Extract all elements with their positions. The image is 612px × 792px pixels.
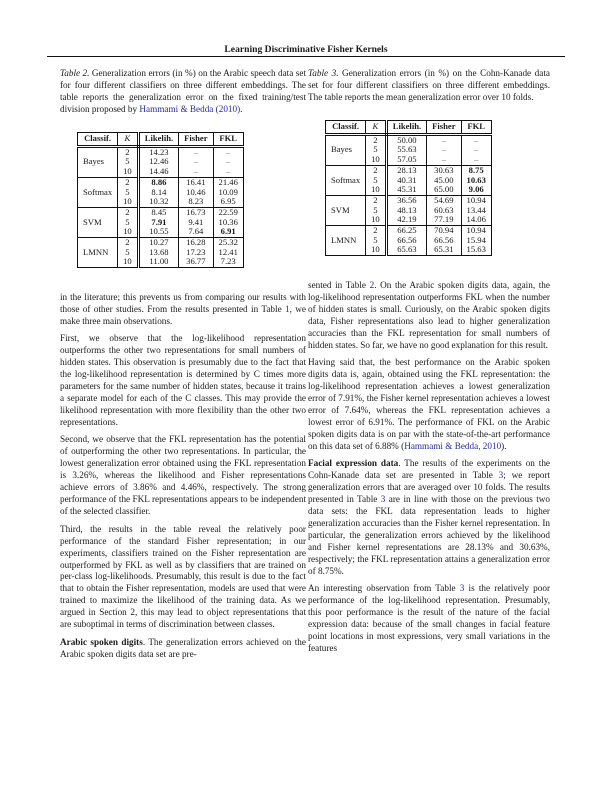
likelih-cell: 14.46: [138, 167, 178, 177]
likelih-cell: 10.32: [138, 197, 178, 207]
classifier-cell: Softmax: [78, 177, 118, 207]
k-cell: 2: [118, 207, 139, 217]
fisher-cell: 70.94: [427, 226, 461, 236]
fisher-cell: 60.63: [427, 206, 461, 216]
k-cell: 5: [366, 176, 387, 186]
fkl-cell: 12.41: [218, 246, 238, 257]
classifier-cell: LMNN: [78, 238, 118, 268]
column-header: K: [366, 121, 387, 135]
k-cell: 5: [118, 188, 139, 198]
paragraph-arabic-spoken-digits: Arabic spoken digits. The generalization errors achieved on the Arabic spoken digits data set are pre-: [60, 636, 306, 659]
fkl-cell: –: [474, 144, 479, 155]
k-cell: 2: [118, 177, 139, 187]
table2-ref-link[interactable]: 2: [369, 280, 375, 290]
fisher-cell: 66.56: [427, 236, 461, 246]
paragraph-second-observation: Second, we observe that the FKL representation has the potential of outperforming the other two representations. In particular, the lowest generalization error obtained using the FKL representation is 3.26%, whereas the likelihood and Fisher representations achieve errors of 3.86% and 4.46%, respectively. The strong performance of the FKL representations appears to be independent of the selected classifier.: [60, 434, 306, 517]
classifier-cell: SVM: [326, 195, 366, 225]
fisher-cell: 7.64: [179, 227, 213, 237]
classifier-cell: LMNN: [326, 226, 366, 256]
paragraph-best-performance: Having said that, the best performance on the Arabic spoken digits data is, again, obtained using the FKL representation: the log-likelihood representation achieves a lowest generalization error of 7.91%, the Fisher kernel representation achieves a lowest error of 7.64%, whereas the FKL representation achieves a lowest error of 6.91%. The performance of FKL on the Arabic spoken digits data is on par with the state-of-the-art performance on this data set of 6.88% (Hammami & Bedda, 2010).: [308, 357, 550, 451]
fisher-cell: –: [179, 146, 213, 157]
fisher-cell: –: [427, 155, 461, 165]
right-column-body: [308, 280, 550, 661]
table-header-row: [78, 133, 244, 147]
k-cell: 2: [366, 165, 387, 175]
column-header: FKL: [461, 121, 491, 135]
likelih-cell: 13.68: [138, 248, 178, 258]
likelih-cell: 36.56: [386, 195, 426, 205]
k-cell: 5: [118, 218, 139, 228]
fkl-cell: 25.32: [218, 237, 238, 248]
k-cell: 2: [118, 146, 139, 157]
fkl-cell: –: [226, 156, 231, 167]
likelih-cell: 10.27: [138, 238, 178, 248]
facial-expression-heading: Facial expression data: [308, 458, 399, 469]
fkl-cell: 6.95: [213, 197, 243, 207]
fisher-cell: 45.00: [427, 176, 461, 186]
fkl-cell: 10.36: [218, 216, 238, 227]
likelih-cell: 65.63: [386, 245, 426, 255]
column-header: Fisher: [179, 133, 213, 147]
likelih-cell: 66.56: [386, 236, 426, 246]
table3-ref-link-3[interactable]: 3: [459, 583, 465, 594]
fisher-cell: –: [179, 157, 213, 167]
k-cell: 10: [366, 185, 387, 195]
likelih-cell: 8.86: [138, 177, 178, 187]
k-cell: 10: [118, 227, 139, 237]
fkl-cell: 9.06: [461, 185, 491, 195]
fisher-cell: 65.00: [427, 185, 461, 195]
fisher-cell: 9.41: [179, 218, 213, 228]
likelih-cell: 42.19: [386, 215, 426, 225]
fisher-cell: 16.41: [179, 177, 213, 187]
fkl-cell: 10.94: [466, 194, 486, 205]
paragraph-interesting-observation: An interesting observation from Table 3 is the relatively poor performance of the log-likelihood representation. Presumably, this poor performance is the result of the nature of the facial expression data: because of the small changes in facial feature point locations in most expressions, very small variations in the features: [308, 583, 551, 654]
classifier-cell: SVM: [78, 207, 118, 237]
fkl-cell: 15.94: [466, 234, 486, 245]
fkl-cell: 10.63: [466, 174, 486, 185]
k-cell: 5: [118, 157, 139, 167]
k-cell: 2: [366, 226, 387, 236]
fisher-cell: 8.23: [179, 197, 213, 207]
likelih-cell: 45.31: [386, 185, 426, 195]
k-cell: 5: [366, 236, 387, 246]
fisher-cell: 30.63: [427, 165, 461, 175]
fkl-cell: –: [461, 155, 491, 165]
k-cell: 10: [118, 257, 139, 267]
table2-caption-label: Table 2.: [60, 68, 90, 78]
table-header-row: [326, 121, 492, 135]
likelih-cell: 48.13: [386, 206, 426, 216]
table3-ref-link-1[interactable]: 3: [498, 470, 504, 481]
table-row: [326, 165, 492, 175]
fkl-cell: 15.63: [461, 245, 491, 255]
hammami-bedda-citation-link[interactable]: Hammami & Bedda (2010): [139, 103, 241, 114]
header-rule: [47, 56, 565, 57]
table-row: [78, 177, 244, 187]
likelih-cell: 66.25: [386, 226, 426, 236]
classifier-cell: Bayes: [78, 146, 118, 177]
likelih-cell: 12.46: [138, 157, 178, 167]
running-header: Learning Discriminative Fisher Kernels: [224, 44, 388, 55]
k-cell: 5: [366, 206, 387, 216]
fisher-cell: 17.23: [179, 248, 213, 258]
fkl-cell: 7.23: [213, 257, 243, 267]
fisher-cell: –: [427, 145, 461, 155]
k-cell: 2: [366, 195, 387, 205]
k-cell: 10: [366, 155, 387, 165]
paragraph-intro-observations: in the literature; this prevents us from comparing our results with those of other studies. From the results presented in Table 1, we make three main observations.: [60, 292, 306, 326]
paragraph-facial-expression: Facial expression data. The results of the experiments on the Cohn-Kanade data set are presented in Table 3; we report generalization errors that are averaged over 10 folds. The results presented in Table 3 are in line with those on the previous two data sets: the FKL data representation leads to higher generalization accuracies than the Fisher kernel representation. In particular, the generalization errors achieved by the likelihood and Fisher kernel representations are 28.13% and 30.63%, respectively; the FKL representation attains a generalization error of 8.75%.: [308, 458, 551, 576]
column-header: K: [118, 133, 139, 147]
k-cell: 5: [118, 248, 139, 258]
fkl-cell: 21.46: [218, 176, 238, 187]
k-cell: 5: [366, 145, 387, 155]
likelih-cell: 14.23: [138, 146, 178, 157]
likelih-cell: 50.00: [386, 134, 426, 145]
table3-caption: [308, 68, 550, 104]
likelih-cell: 7.91: [138, 218, 178, 228]
table3-caption-text: Generalization errors (in %) on the Cohn-Kanade data set for four different classifiers on three different embeddings. The table reports the mean generalization error over 10 folds.: [308, 68, 550, 102]
k-cell: 2: [366, 134, 387, 145]
table2-arabic-speech-results: [77, 132, 244, 268]
classifier-cell: Bayes: [326, 134, 366, 165]
table3-caption-label: Table 3.: [308, 68, 339, 78]
column-header: FKL: [213, 133, 243, 147]
k-cell: 10: [366, 215, 387, 225]
fkl-cell: 8.75: [468, 164, 484, 175]
likelih-cell: 28.13: [386, 165, 426, 175]
k-cell: 2: [118, 238, 139, 248]
table2-caption: Table 2. Generalization errors (in %) on the Arabic speech data set for four different classifiers on three different embeddings. The table reports the generalization error on the fixed training/test division proposed by Hammami & Bedda (2010).: [60, 68, 306, 114]
fkl-cell: 6.91: [213, 227, 243, 237]
k-cell: 10: [366, 245, 387, 255]
fkl-cell: 10.94: [466, 225, 486, 236]
column-header: Likelih.: [138, 133, 178, 147]
column-header: Likelih.: [386, 121, 426, 135]
fkl-cell: –: [213, 167, 243, 177]
likelih-cell: 57.05: [386, 155, 426, 165]
paragraph-third-observation: Third, the results in the table reveal the relatively poor performance of the standard Fisher representation; in our experiments, classifiers trained on the Fisher representation are outperformed by FKL as well as by classifiers that are trained on per-class log-likelihoods. Presumably, this result is due to the fact that to obtain the Fisher representation, models are used that were trained to maximize the likelihood of the training data. As we argued in Section 2, this may lead to object representations that are suboptimal in terms of discrimination between classes.: [60, 523, 306, 630]
paragraph-first-observation: First, we observe that the log-likelihood representation outperforms the other two representations for small numbers of hidden states. This observation is presumably due to the fact that the log-likelihood representation is determined by C times more parameters for the same number of hidden states, because it trains a separate model for each of the C classes. This may provide the likelihood representation with more flexibility than the other two representations.: [60, 333, 306, 428]
paragraph-arabic-results: sented in Table 2. On the Arabic spoken digits data, again, the log-likelihood representation outperforms FKL when the number of hidden states is small. Curiously, on the Arabic spoken digits data, Fisher representations also lead to higher generalization accuracies than the FKL representation for small numbers of hidden states. So far, we have no good explanation for this result.: [308, 280, 550, 350]
fisher-cell: 10.46: [179, 188, 213, 198]
table3-cohn-kanade-results: [325, 120, 492, 256]
fisher-cell: –: [427, 134, 461, 145]
column-header: Classif.: [78, 133, 118, 147]
fkl-cell: –: [226, 146, 231, 157]
fkl-cell: 22.59: [218, 206, 238, 217]
table2-caption-text: Generalization errors (in %) on the Arabic speech data set for four different classifiers on three different embeddings. The table reports the generalization error on the fixed training/test division proposed by: [60, 68, 306, 114]
fisher-cell: 65.31: [427, 245, 461, 255]
likelih-cell: 8.45: [138, 207, 178, 217]
likelih-cell: 10.55: [138, 227, 178, 237]
fisher-cell: 16.28: [179, 238, 213, 248]
fkl-cell: 14.06: [461, 215, 491, 225]
column-header: Fisher: [427, 121, 461, 135]
fkl-cell: 10.09: [218, 186, 238, 197]
k-cell: 10: [118, 167, 139, 177]
table1-ref-link[interactable]: 1: [285, 303, 290, 314]
fkl-cell: 13.44: [466, 204, 486, 215]
fisher-cell: 54.69: [427, 195, 461, 205]
fisher-cell: 16.73: [179, 207, 213, 217]
fkl-cell: –: [474, 134, 479, 145]
fisher-cell: 77.19: [427, 215, 461, 225]
likelih-cell: 11.00: [138, 257, 178, 267]
fisher-cell: –: [179, 167, 213, 177]
left-column-body: [60, 292, 306, 666]
likelih-cell: 8.14: [138, 188, 178, 198]
hammami-bedda-2010-link[interactable]: Hammami & Bedda, 2010: [404, 440, 502, 451]
classifier-cell: Softmax: [326, 165, 366, 195]
likelih-cell: 40.31: [386, 176, 426, 186]
arabic-spoken-digits-heading: Arabic spoken digits: [60, 636, 143, 647]
fisher-cell: 36.77: [179, 257, 213, 267]
likelih-cell: 55.63: [386, 145, 426, 155]
column-header: Classif.: [326, 121, 366, 135]
k-cell: 10: [118, 197, 139, 207]
table3-ref-link-2[interactable]: 3: [380, 494, 386, 505]
